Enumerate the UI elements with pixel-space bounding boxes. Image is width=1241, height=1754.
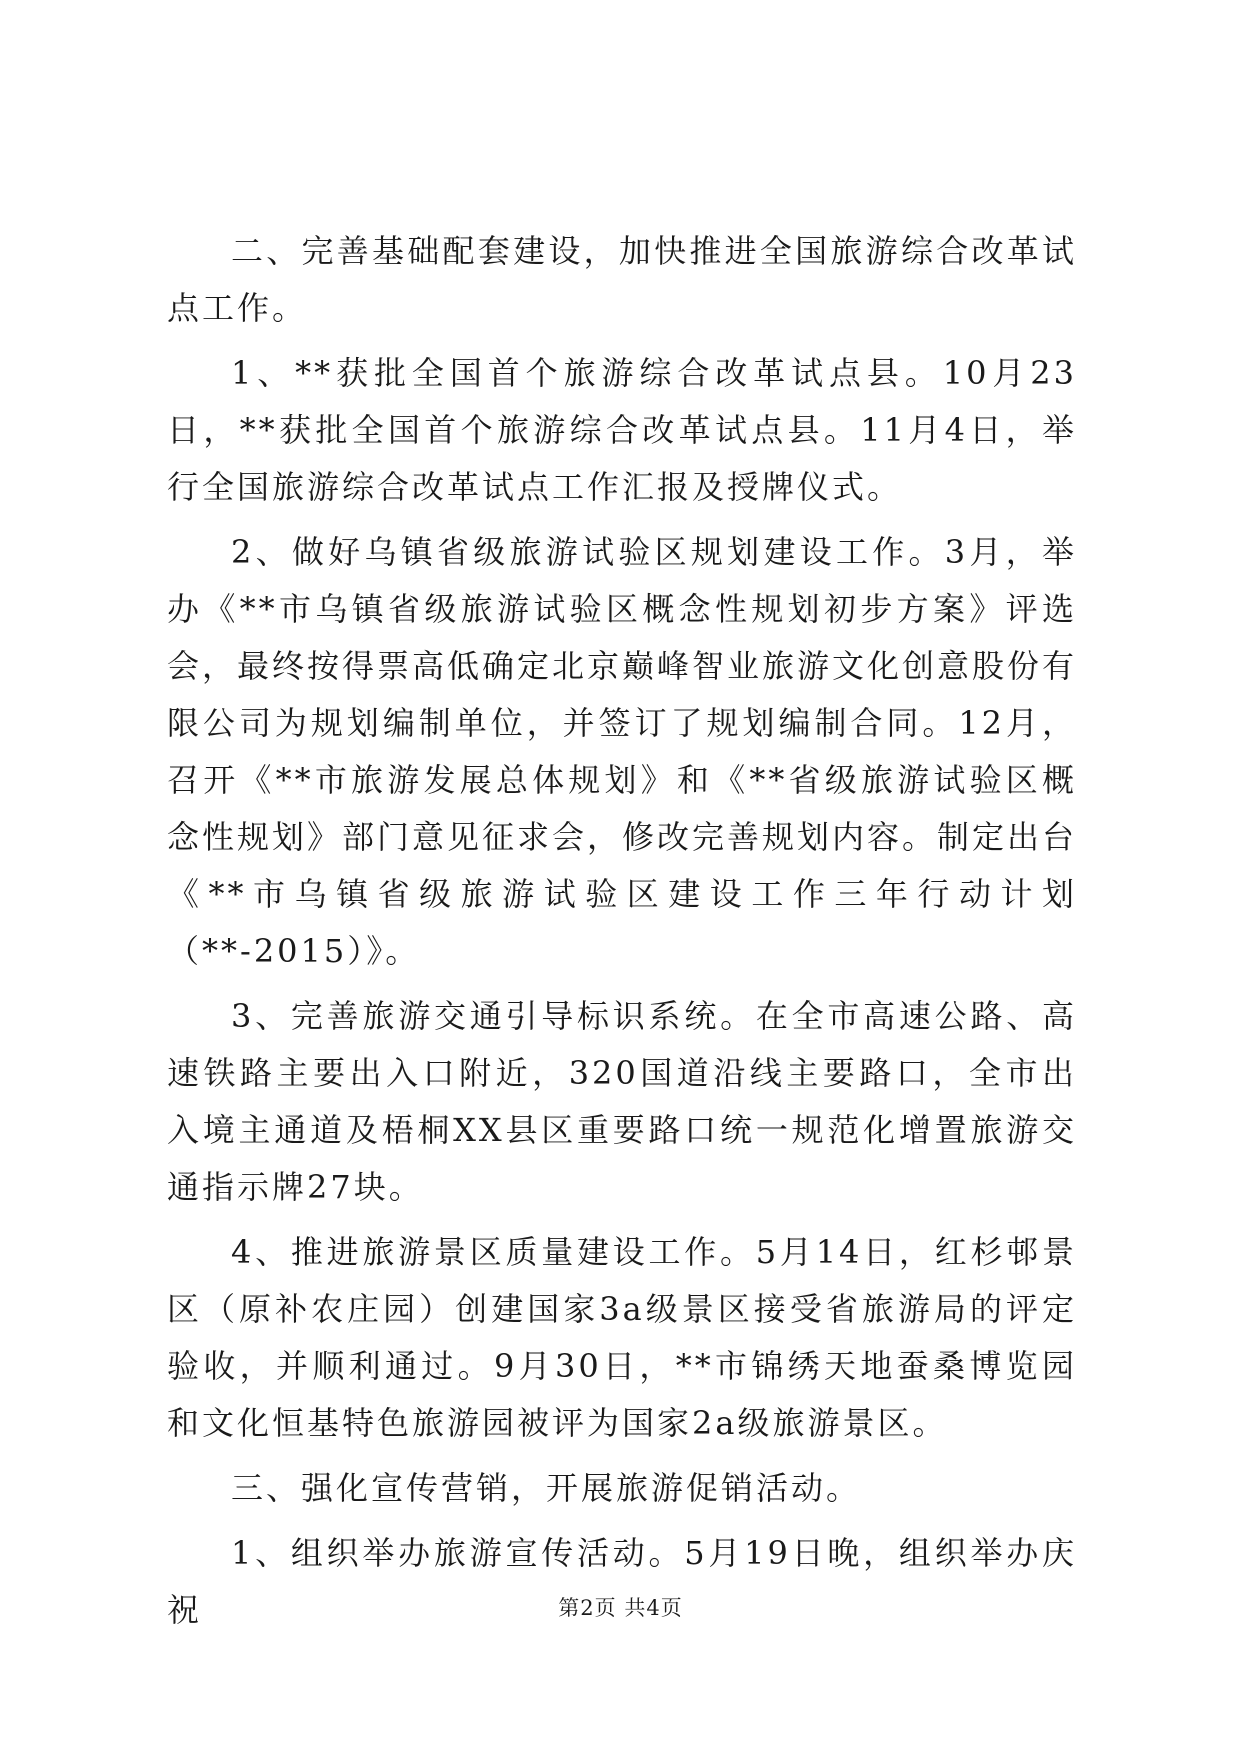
paragraph-section-three-item-1: 1、组织举办旅游宣传活动。5月19日晚，组织举办庆祝 <box>167 1534 1077 1629</box>
paragraph-item-3: 3、完善旅游交通引导标识系统。在全市高速公路、高速铁路主要出入口附近，320国道沿线主要路口，全市出入境主通道及梧桐XX县区重要路口统一规范化增置旅游交通指示牌27块。 <box>167 997 1077 1206</box>
paragraph-item-2: 2、做好乌镇省级旅游试验区规划建设工作。3月，举办《**市乌镇省级旅游试验区概念性规划初步方案》评选会，最终按得票高低确定北京巅峰智业旅游文化创意股份有限公司为规划编制单位，并签订了规划编制合同。12月，召开《**市旅游发展总体规划》和《**省级旅游试验区概念性规划》部门意见征求会，修改完善规划内容。制定出台《**市乌镇省级旅游试验区建设工作三年行动计划（**-2015）》。 <box>167 533 1078 970</box>
paragraph-section-two-heading: 二、完善基础配套建设，加快推进全国旅游综合改革试点工作。 <box>167 232 1077 327</box>
page-number-footer: 第2页 共4页 <box>558 1596 683 1620</box>
paragraph-item-4: 4、推进旅游景区质量建设工作。5月14日，红杉邨景区（原补农庄园）创建国家3a级景区接受省旅游局的评定验收，并顺利通过。9月30日，**市锦绣天地蚕桑博览园和文化恒基特色旅游园被评为国家2a级旅游景区。 <box>167 1233 1077 1442</box>
document-body <box>167 223 1077 1647</box>
paragraph-section-three-heading: 三、强化宣传营销，开展旅游促销活动。 <box>231 1469 862 1507</box>
paragraph-item-1: 1、**获批全国首个旅游综合改革试点县。10月23日，**获批全国首个旅游综合改革试点县。11月4日，举行全国旅游综合改革试点工作汇报及授牌仪式。 <box>167 354 1077 506</box>
